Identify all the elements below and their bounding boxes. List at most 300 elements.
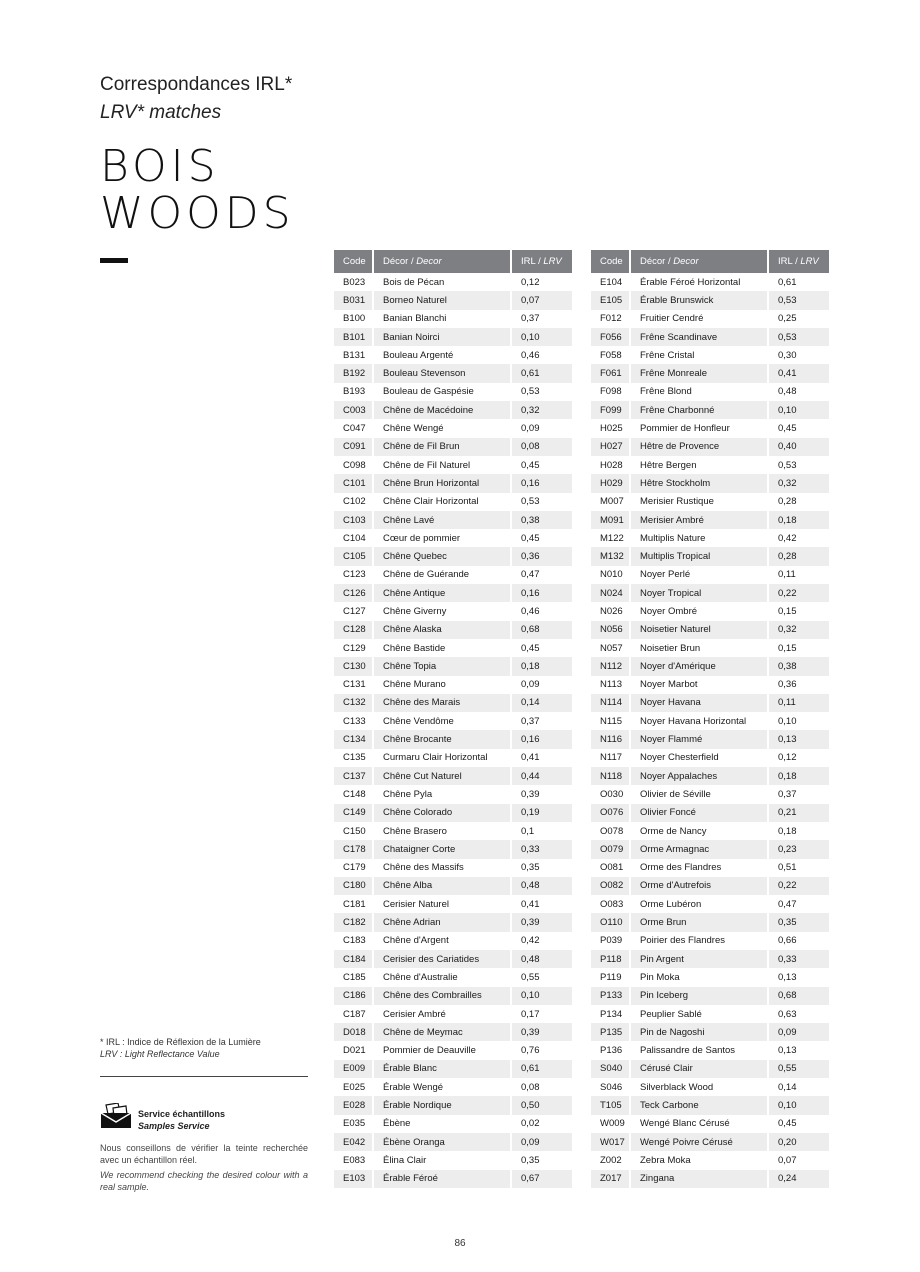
cell-irl: 0,41 bbox=[521, 898, 540, 910]
table-row bbox=[334, 584, 572, 602]
table-row bbox=[334, 1115, 572, 1133]
page-title-fr: Correspondances IRL* bbox=[100, 74, 293, 95]
table-row bbox=[591, 877, 829, 895]
cell-decor: Chêne Lavé bbox=[374, 511, 512, 529]
cell-decor: Frêne Monreale bbox=[631, 364, 769, 382]
cell-code: H027 bbox=[591, 438, 631, 456]
cell-decor: Noyer Chesterfield bbox=[631, 749, 769, 767]
cell-decor: Pommier de Deauville bbox=[374, 1041, 512, 1059]
cell-code: C184 bbox=[334, 950, 374, 968]
cell-irl: 0,14 bbox=[512, 694, 572, 712]
table-row bbox=[591, 804, 829, 822]
table-row bbox=[591, 273, 829, 291]
cell-code: P039 bbox=[591, 932, 631, 950]
cell-irl: 0,48 bbox=[512, 950, 572, 968]
cell-decor: Érable Brunswick bbox=[631, 291, 769, 309]
cell-code: O076 bbox=[591, 804, 631, 822]
table-row bbox=[334, 602, 572, 620]
cell-decor: Pin Iceberg bbox=[631, 987, 769, 1005]
cell-irl: 0,55 bbox=[521, 971, 540, 983]
table-row bbox=[591, 730, 829, 748]
cell-decor: Chêne Topia bbox=[374, 657, 512, 675]
table-row bbox=[334, 511, 572, 529]
cell-irl: 0,02 bbox=[521, 1118, 540, 1130]
cell-irl: 0,53 bbox=[521, 496, 540, 508]
table-row bbox=[334, 456, 572, 474]
cell-irl: 0,53 bbox=[769, 291, 829, 309]
table-row bbox=[591, 859, 829, 877]
cell-decor: Frêne Charbonné bbox=[631, 401, 769, 419]
table-row bbox=[334, 932, 572, 950]
cell-decor: Noyer d'Amérique bbox=[631, 657, 769, 675]
cell-decor: Chêne de Fil Brun bbox=[374, 438, 512, 456]
cell-decor: Chêne Alba bbox=[374, 877, 512, 895]
cell-decor: Silverblack Wood bbox=[631, 1078, 769, 1096]
cell-code: C102 bbox=[334, 493, 374, 511]
table-row bbox=[334, 639, 572, 657]
cell-irl: 0,18 bbox=[778, 825, 797, 837]
header-decor: Décor / Decor bbox=[631, 250, 769, 273]
table-row bbox=[591, 456, 829, 474]
table-row bbox=[334, 840, 572, 858]
header-irl: IRL / LRV bbox=[512, 250, 572, 273]
cell-decor: Hêtre Stockholm bbox=[631, 474, 769, 492]
cell-irl: 0,46 bbox=[521, 605, 540, 617]
cell-irl: 0,09 bbox=[521, 423, 540, 435]
cell-decor: Pommier de Honfleur bbox=[631, 419, 769, 437]
cell-irl: 0,42 bbox=[521, 935, 540, 947]
cell-code: C129 bbox=[334, 639, 374, 657]
cell-irl: 0,15 bbox=[778, 605, 797, 617]
cell-code: C123 bbox=[334, 566, 374, 584]
cell-irl: 0,28 bbox=[778, 496, 797, 508]
table-row bbox=[334, 1096, 572, 1114]
cell-code: C150 bbox=[334, 822, 374, 840]
cell-code: C127 bbox=[334, 602, 374, 620]
cell-irl: 0,47 bbox=[778, 898, 797, 910]
table-row bbox=[334, 474, 572, 492]
table-row bbox=[591, 913, 829, 931]
cell-code: M132 bbox=[591, 547, 631, 565]
cell-code: E103 bbox=[334, 1170, 374, 1188]
cell-irl: 0,40 bbox=[769, 438, 829, 456]
cell-code: C047 bbox=[334, 419, 374, 437]
cell-decor: Chêne Alaska bbox=[374, 621, 512, 639]
cell-irl: 0,32 bbox=[769, 621, 829, 639]
cell-decor: Orme de Nancy bbox=[631, 822, 769, 840]
cell-decor: Chêne de Guérande bbox=[374, 566, 512, 584]
cell-decor: Chêne Bastide bbox=[374, 639, 512, 657]
cell-decor: Multiplis Tropical bbox=[631, 547, 769, 565]
cell-decor: Bouleau de Gaspésie bbox=[374, 383, 512, 401]
table-row bbox=[334, 383, 572, 401]
cell-irl: 0,45 bbox=[778, 1118, 797, 1130]
cell-decor: Chêne de Meymac bbox=[374, 1023, 512, 1041]
cell-code: C101 bbox=[334, 474, 374, 492]
table-row bbox=[591, 749, 829, 767]
cell-decor: Érable Nordique bbox=[374, 1096, 512, 1114]
cell-irl: 0,45 bbox=[521, 642, 540, 654]
cell-irl: 0,09 bbox=[521, 679, 540, 691]
table-row bbox=[334, 785, 572, 803]
service-title-fr: Service échantillons bbox=[138, 1109, 226, 1119]
cell-code: E028 bbox=[334, 1096, 374, 1114]
table-row bbox=[334, 1041, 572, 1059]
table-row bbox=[334, 657, 572, 675]
cell-decor: Orme Brun bbox=[631, 913, 769, 931]
cell-code: B101 bbox=[334, 328, 374, 346]
cell-decor: Teck Carbone bbox=[631, 1096, 769, 1114]
cell-irl: 0,37 bbox=[521, 313, 540, 325]
table-row bbox=[334, 913, 572, 931]
cell-code: C105 bbox=[334, 547, 374, 565]
cell-irl: 0,33 bbox=[769, 950, 829, 968]
cell-code: Z002 bbox=[591, 1151, 631, 1169]
table-row bbox=[334, 877, 572, 895]
table-row bbox=[334, 566, 572, 584]
table-row bbox=[334, 1023, 572, 1041]
cell-decor: Érable Féroé Horizontal bbox=[631, 273, 769, 291]
cell-irl: 0,18 bbox=[512, 657, 572, 675]
cell-decor: Noisetier Brun bbox=[631, 639, 769, 657]
cell-code: D018 bbox=[334, 1023, 374, 1041]
cell-irl: 0,45 bbox=[778, 423, 797, 435]
cell-code: C134 bbox=[334, 730, 374, 748]
cell-irl: 0,46 bbox=[521, 349, 540, 361]
cell-irl: 0,25 bbox=[778, 313, 797, 325]
table-row bbox=[591, 621, 829, 639]
table-row bbox=[334, 346, 572, 364]
cell-irl: 0,07 bbox=[778, 1154, 797, 1166]
table-row bbox=[591, 419, 829, 437]
table-row bbox=[591, 364, 829, 382]
table-row bbox=[591, 950, 829, 968]
cell-code: N117 bbox=[591, 749, 631, 767]
cell-code: C132 bbox=[334, 694, 374, 712]
cell-code: P118 bbox=[591, 950, 631, 968]
cell-decor: Chêne Wengé bbox=[374, 419, 512, 437]
cell-code: N024 bbox=[591, 584, 631, 602]
title-underline-bar bbox=[100, 258, 128, 263]
cell-decor: Zingana bbox=[631, 1170, 769, 1188]
cell-decor: Chêne d'Argent bbox=[374, 932, 512, 950]
cell-irl: 0,10 bbox=[512, 987, 572, 1005]
cell-code: C103 bbox=[334, 511, 374, 529]
cell-irl: 0,33 bbox=[512, 840, 572, 858]
cell-decor: Noyer Appalaches bbox=[631, 767, 769, 785]
cell-code: F098 bbox=[591, 383, 631, 401]
cell-code: O078 bbox=[591, 822, 631, 840]
cell-code: N113 bbox=[591, 676, 631, 694]
table-row bbox=[591, 657, 829, 675]
cell-irl: 0,45 bbox=[521, 459, 540, 471]
cell-decor: Cérusé Clair bbox=[631, 1060, 769, 1078]
cell-decor: Noyer Havana bbox=[631, 694, 769, 712]
cell-irl: 0,53 bbox=[521, 386, 540, 398]
cell-code: Z017 bbox=[591, 1170, 631, 1188]
table-header-row bbox=[591, 250, 829, 273]
cell-code: O081 bbox=[591, 859, 631, 877]
cell-code: C187 bbox=[334, 1005, 374, 1023]
cell-irl: 0,50 bbox=[512, 1096, 572, 1114]
cell-decor: Ébène Oranga bbox=[374, 1133, 512, 1151]
cell-code: E083 bbox=[334, 1151, 374, 1169]
cell-decor: Orme d'Autrefois bbox=[631, 877, 769, 895]
cell-irl: 0,38 bbox=[512, 511, 572, 529]
cell-code: P135 bbox=[591, 1023, 631, 1041]
cell-code: C135 bbox=[334, 749, 374, 767]
service-title bbox=[138, 1108, 225, 1132]
table-row bbox=[591, 602, 829, 620]
table-row bbox=[334, 694, 572, 712]
table-row bbox=[334, 822, 572, 840]
table-row bbox=[334, 1005, 572, 1023]
table-row bbox=[334, 676, 572, 694]
cell-decor: Cerisier des Cariatides bbox=[374, 950, 512, 968]
cell-code: N112 bbox=[591, 657, 631, 675]
table-row bbox=[591, 1151, 829, 1169]
cell-decor: Merisier Ambré bbox=[631, 511, 769, 529]
envelope-samples-icon bbox=[100, 1103, 132, 1129]
cell-decor: Orme Lubéron bbox=[631, 895, 769, 913]
cell-irl: 0,16 bbox=[512, 584, 572, 602]
header-code: Code bbox=[591, 250, 631, 273]
cell-code: H029 bbox=[591, 474, 631, 492]
cell-code: C098 bbox=[334, 456, 374, 474]
cell-code: E035 bbox=[334, 1115, 374, 1133]
cell-code: E105 bbox=[591, 291, 631, 309]
cell-irl: 0,23 bbox=[769, 840, 829, 858]
table-row bbox=[591, 676, 829, 694]
cell-code: C182 bbox=[334, 913, 374, 931]
table-row bbox=[591, 932, 829, 950]
cell-code: B031 bbox=[334, 291, 374, 309]
cell-irl: 0,13 bbox=[778, 1045, 797, 1057]
cell-irl: 0,68 bbox=[769, 987, 829, 1005]
table-row bbox=[591, 785, 829, 803]
table-row bbox=[591, 1096, 829, 1114]
cell-irl: 0,12 bbox=[778, 752, 797, 764]
cell-irl: 0,35 bbox=[521, 1154, 540, 1166]
cell-irl: 0,13 bbox=[778, 971, 797, 983]
table-row bbox=[334, 712, 572, 730]
cell-irl: 0,09 bbox=[769, 1023, 829, 1041]
cell-irl: 0,47 bbox=[521, 569, 540, 581]
cell-irl: 0,08 bbox=[521, 1081, 540, 1093]
section-title-en: WOODS bbox=[100, 188, 295, 239]
cell-decor: Noyer Ombré bbox=[631, 602, 769, 620]
table-row bbox=[334, 364, 572, 382]
cell-irl: 0,36 bbox=[778, 679, 797, 691]
table-header-row bbox=[334, 250, 572, 273]
cell-code: B131 bbox=[334, 346, 374, 364]
cell-code: S046 bbox=[591, 1078, 631, 1096]
table-row bbox=[591, 566, 829, 584]
cell-code: P133 bbox=[591, 987, 631, 1005]
cell-irl: 0,18 bbox=[769, 767, 829, 785]
cell-code: C133 bbox=[334, 712, 374, 730]
cell-code: B023 bbox=[334, 273, 374, 291]
cell-code: C183 bbox=[334, 932, 374, 950]
table-row bbox=[591, 1170, 829, 1188]
cell-decor: Érable Blanc bbox=[374, 1060, 512, 1078]
cell-code: B192 bbox=[334, 364, 374, 382]
cell-irl: 0,44 bbox=[512, 767, 572, 785]
cell-code: N116 bbox=[591, 730, 631, 748]
table-row bbox=[591, 547, 829, 565]
cell-code: P119 bbox=[591, 968, 631, 986]
table-row bbox=[334, 438, 572, 456]
table-row bbox=[591, 987, 829, 1005]
table-row bbox=[334, 529, 572, 547]
cell-code: P134 bbox=[591, 1005, 631, 1023]
table-row bbox=[591, 840, 829, 858]
cell-decor: Chêne des Massifs bbox=[374, 859, 512, 877]
table-row bbox=[334, 1151, 572, 1169]
cell-code: C185 bbox=[334, 968, 374, 986]
cell-decor: Élina Clair bbox=[374, 1151, 512, 1169]
table-row bbox=[591, 1060, 829, 1078]
cell-irl: 0,21 bbox=[769, 804, 829, 822]
cell-irl: 0,41 bbox=[769, 364, 829, 382]
cell-decor: Chêne des Combrailles bbox=[374, 987, 512, 1005]
cell-decor: Chêne d'Australie bbox=[374, 968, 512, 986]
cell-code: C091 bbox=[334, 438, 374, 456]
table-row bbox=[334, 804, 572, 822]
table-row bbox=[334, 419, 572, 437]
cell-irl: 0,35 bbox=[521, 862, 540, 874]
cell-code: E042 bbox=[334, 1133, 374, 1151]
cell-decor: Multiplis Nature bbox=[631, 529, 769, 547]
table-row bbox=[334, 1060, 572, 1078]
cell-code: E025 bbox=[334, 1078, 374, 1096]
table-row bbox=[591, 1023, 829, 1041]
table-row bbox=[591, 310, 829, 328]
cell-irl: 0,35 bbox=[769, 913, 829, 931]
cell-decor: Chataigner Corte bbox=[374, 840, 512, 858]
cell-code: N115 bbox=[591, 712, 631, 730]
cell-irl: 0,48 bbox=[778, 386, 797, 398]
cell-code: N057 bbox=[591, 639, 631, 657]
table-row bbox=[334, 328, 572, 346]
cell-decor: Olivier Foncé bbox=[631, 804, 769, 822]
cell-irl: 0,39 bbox=[521, 788, 540, 800]
cell-irl: 0,32 bbox=[769, 474, 829, 492]
cell-code: C149 bbox=[334, 804, 374, 822]
cell-code: C003 bbox=[334, 401, 374, 419]
table-row bbox=[591, 511, 829, 529]
cell-code: C128 bbox=[334, 621, 374, 639]
decor-table-left bbox=[334, 250, 572, 1188]
cell-decor: Wengé Blanc Cérusé bbox=[631, 1115, 769, 1133]
cell-code: E009 bbox=[334, 1060, 374, 1078]
service-text-fr: Nous conseillons de vérifier la teinte recherchée avec un échantillon réel. bbox=[100, 1143, 308, 1165]
cell-code: C180 bbox=[334, 877, 374, 895]
cell-irl: 0,76 bbox=[521, 1045, 540, 1057]
cell-code: M091 bbox=[591, 511, 631, 529]
cell-decor: Merisier Rustique bbox=[631, 493, 769, 511]
cell-decor: Bois de Pécan bbox=[374, 273, 512, 291]
cell-irl: 0,42 bbox=[778, 532, 797, 544]
cell-irl: 0,61 bbox=[512, 1060, 572, 1078]
cell-irl: 0,28 bbox=[769, 547, 829, 565]
cell-irl: 0,53 bbox=[769, 328, 829, 346]
cell-decor: Chêne Vendôme bbox=[374, 712, 512, 730]
cell-decor: Noyer Marbot bbox=[631, 676, 769, 694]
cell-decor: Noyer Tropical bbox=[631, 584, 769, 602]
table-row bbox=[591, 474, 829, 492]
cell-code: F099 bbox=[591, 401, 631, 419]
table-row bbox=[591, 529, 829, 547]
cell-irl: 0,11 bbox=[769, 694, 829, 712]
cell-code: E104 bbox=[591, 273, 631, 291]
cell-code: T105 bbox=[591, 1096, 631, 1114]
table-row bbox=[591, 438, 829, 456]
cell-decor: Orme des Flandres bbox=[631, 859, 769, 877]
table-row bbox=[334, 1133, 572, 1151]
service-text-en: We recommend checking the desired colour with a real sample. bbox=[100, 1170, 308, 1192]
table-row bbox=[591, 822, 829, 840]
cell-irl: 0,10 bbox=[778, 715, 797, 727]
cell-irl: 0,22 bbox=[769, 584, 829, 602]
table-row bbox=[591, 584, 829, 602]
cell-irl: 0,07 bbox=[512, 291, 572, 309]
cell-code: N118 bbox=[591, 767, 631, 785]
cell-irl: 0,13 bbox=[769, 730, 829, 748]
cell-decor: Curmaru Clair Horizontal bbox=[374, 749, 512, 767]
cell-code: N010 bbox=[591, 566, 631, 584]
cell-irl: 0,17 bbox=[521, 1008, 540, 1020]
table-row bbox=[334, 895, 572, 913]
cell-decor: Chêne des Marais bbox=[374, 694, 512, 712]
cell-decor: Palissandre de Santos bbox=[631, 1041, 769, 1059]
table-row bbox=[334, 310, 572, 328]
cell-irl: 0,66 bbox=[778, 935, 797, 947]
cell-decor: Olivier de Séville bbox=[631, 785, 769, 803]
cell-code: H025 bbox=[591, 419, 631, 437]
cell-code: C130 bbox=[334, 657, 374, 675]
cell-decor: Hêtre de Provence bbox=[631, 438, 769, 456]
cell-code: M007 bbox=[591, 493, 631, 511]
table-row bbox=[334, 859, 572, 877]
table-row bbox=[591, 383, 829, 401]
cell-decor: Érable Féroé bbox=[374, 1170, 512, 1188]
table-row bbox=[591, 1078, 829, 1096]
cell-irl: 0,11 bbox=[778, 569, 796, 581]
cell-irl: 0,39 bbox=[512, 913, 572, 931]
table-row bbox=[591, 639, 829, 657]
table-row bbox=[334, 291, 572, 309]
cell-code: N056 bbox=[591, 621, 631, 639]
table-row bbox=[334, 401, 572, 419]
cell-irl: 0,09 bbox=[512, 1133, 572, 1151]
cell-irl: 0,15 bbox=[778, 642, 797, 654]
cell-irl: 0,12 bbox=[521, 276, 540, 288]
table-row bbox=[334, 621, 572, 639]
footnote-lrv: LRV : Light Reflectance Value bbox=[100, 1049, 220, 1059]
table-row bbox=[591, 1115, 829, 1133]
cell-irl: 0,1 bbox=[521, 825, 535, 837]
cell-decor: Bouleau Argenté bbox=[374, 346, 512, 364]
table-row bbox=[591, 493, 829, 511]
cell-code: C178 bbox=[334, 840, 374, 858]
cell-code: H028 bbox=[591, 456, 631, 474]
cell-irl: 0,16 bbox=[512, 474, 572, 492]
cell-irl: 0,18 bbox=[769, 511, 829, 529]
cell-irl: 0,61 bbox=[512, 364, 572, 382]
cell-code: C186 bbox=[334, 987, 374, 1005]
table-row bbox=[591, 767, 829, 785]
